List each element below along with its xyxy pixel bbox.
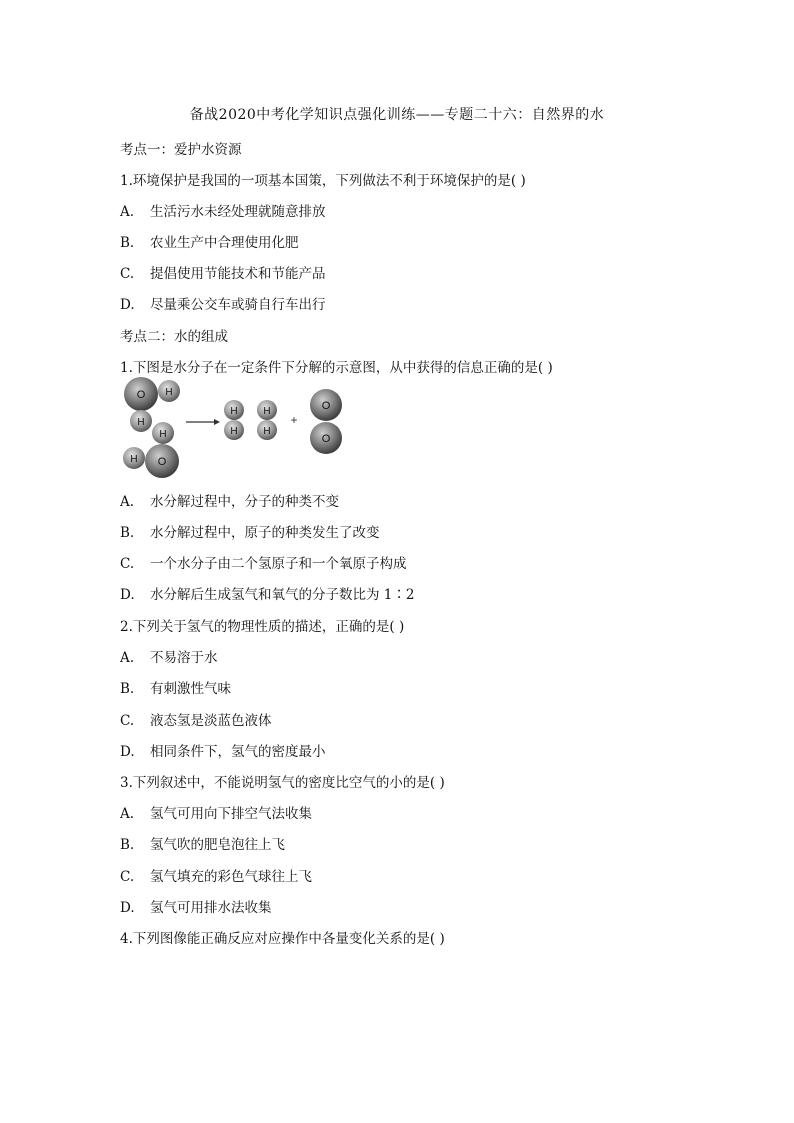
option-d bbox=[120, 896, 272, 916]
option-text: 一个水分子由二个氢原子和一个氧原子构成 bbox=[150, 556, 407, 572]
question-stem: 1.下图是水分子在一定条件下分解的示意图，从中获得的信息正确的是( ) bbox=[120, 360, 553, 376]
hydrogen-molecules bbox=[224, 400, 277, 440]
option-text: 不易溶于水 bbox=[150, 650, 218, 666]
option-letter: C. bbox=[120, 713, 135, 729]
option-letter: C. bbox=[120, 869, 135, 885]
option-letter: B. bbox=[120, 681, 135, 697]
option-text: 氢气吹的肥皂泡往上飞 bbox=[150, 837, 285, 853]
option-letter: A. bbox=[120, 806, 135, 822]
atom-label: O bbox=[157, 456, 167, 468]
question-stem: 4.下列图像能正确反应对应操作中各量变化关系的是( ) bbox=[120, 931, 445, 947]
atom-label: H bbox=[263, 406, 271, 417]
oxygen-molecule bbox=[310, 389, 342, 454]
option-c bbox=[120, 262, 326, 282]
atom-label: H bbox=[159, 429, 167, 440]
option-text: 水分解后生成氢气和氧气的分子数比为 1∶2 bbox=[150, 587, 415, 603]
option-text: 液态氢是淡蓝色液体 bbox=[150, 713, 272, 729]
option-c bbox=[120, 552, 407, 572]
option-c bbox=[120, 709, 272, 729]
option-letter: B. bbox=[120, 525, 135, 541]
option-text: 农业生产中合理使用化肥 bbox=[150, 235, 299, 251]
option-c bbox=[120, 865, 312, 885]
option-text: 水分解过程中，原子的种类发生了改变 bbox=[150, 525, 380, 541]
option-letter: D. bbox=[120, 900, 135, 916]
atom-label: H bbox=[137, 417, 145, 428]
option-a bbox=[120, 802, 312, 822]
atom-label: H bbox=[165, 387, 173, 398]
option-letter: C. bbox=[120, 266, 135, 282]
option-text: 氢气可用向下排空气法收集 bbox=[150, 806, 312, 822]
option-text: 提倡使用节能技术和节能产品 bbox=[150, 266, 326, 282]
section-heading-2: 考点二：水的组成 bbox=[120, 329, 228, 345]
option-d bbox=[120, 740, 326, 760]
option-text: 有刺激性气味 bbox=[150, 681, 231, 697]
reaction-arrow-icon bbox=[186, 419, 220, 425]
water-decomposition-figure bbox=[118, 374, 358, 484]
option-letter: D. bbox=[120, 744, 135, 760]
option-b bbox=[120, 677, 231, 697]
option-text: 尽量乘公交车或骑自行车出行 bbox=[150, 297, 326, 313]
question-stem: 2.下列关于氢气的物理性质的描述，正确的是( ) bbox=[120, 619, 405, 635]
atom-label: H bbox=[230, 406, 238, 417]
option-d bbox=[120, 583, 414, 603]
question-stem: 3.下列叙述中，不能说明氢气的密度比空气的小的是( ) bbox=[120, 775, 445, 791]
option-text: 相同条件下，氢气的密度最小 bbox=[150, 744, 326, 760]
option-b bbox=[120, 231, 299, 251]
water-molecule bbox=[124, 377, 180, 432]
water-molecule bbox=[123, 422, 179, 478]
atom-label: H bbox=[130, 454, 138, 465]
plus-sign: + bbox=[290, 413, 298, 427]
option-letter: C. bbox=[120, 556, 135, 572]
option-b bbox=[120, 521, 380, 541]
atom-label: O bbox=[321, 433, 331, 445]
page-title: 备战2020中考化学知识点强化训练——专题二十六：自然界的水 bbox=[189, 107, 605, 123]
option-letter: A. bbox=[120, 494, 135, 510]
option-text: 氢气填充的彩色气球往上飞 bbox=[150, 869, 312, 885]
section-heading-1: 考点一：爱护水资源 bbox=[120, 142, 242, 158]
option-text: 氢气可用排水法收集 bbox=[150, 900, 272, 916]
atom-label: H bbox=[230, 426, 238, 437]
atom-label: H bbox=[263, 426, 271, 437]
question-stem: 1.环境保护是我国的一项基本国策，下列做法不利于环境保护的是( ) bbox=[120, 173, 526, 189]
option-a bbox=[120, 200, 326, 220]
option-letter: D. bbox=[120, 297, 135, 313]
option-a bbox=[120, 490, 339, 510]
option-d bbox=[120, 293, 326, 313]
atom-label: O bbox=[321, 400, 331, 412]
option-letter: A. bbox=[120, 204, 135, 220]
option-letter: D. bbox=[120, 587, 135, 603]
atom-label: O bbox=[136, 389, 146, 401]
option-a bbox=[120, 646, 218, 666]
option-letter: A. bbox=[120, 650, 135, 666]
option-letter: B. bbox=[120, 837, 135, 853]
option-text: 水分解过程中，分子的种类不变 bbox=[150, 494, 339, 510]
option-text: 生活污水未经处理就随意排放 bbox=[150, 204, 326, 220]
option-b bbox=[120, 833, 285, 853]
option-letter: B. bbox=[120, 235, 135, 251]
